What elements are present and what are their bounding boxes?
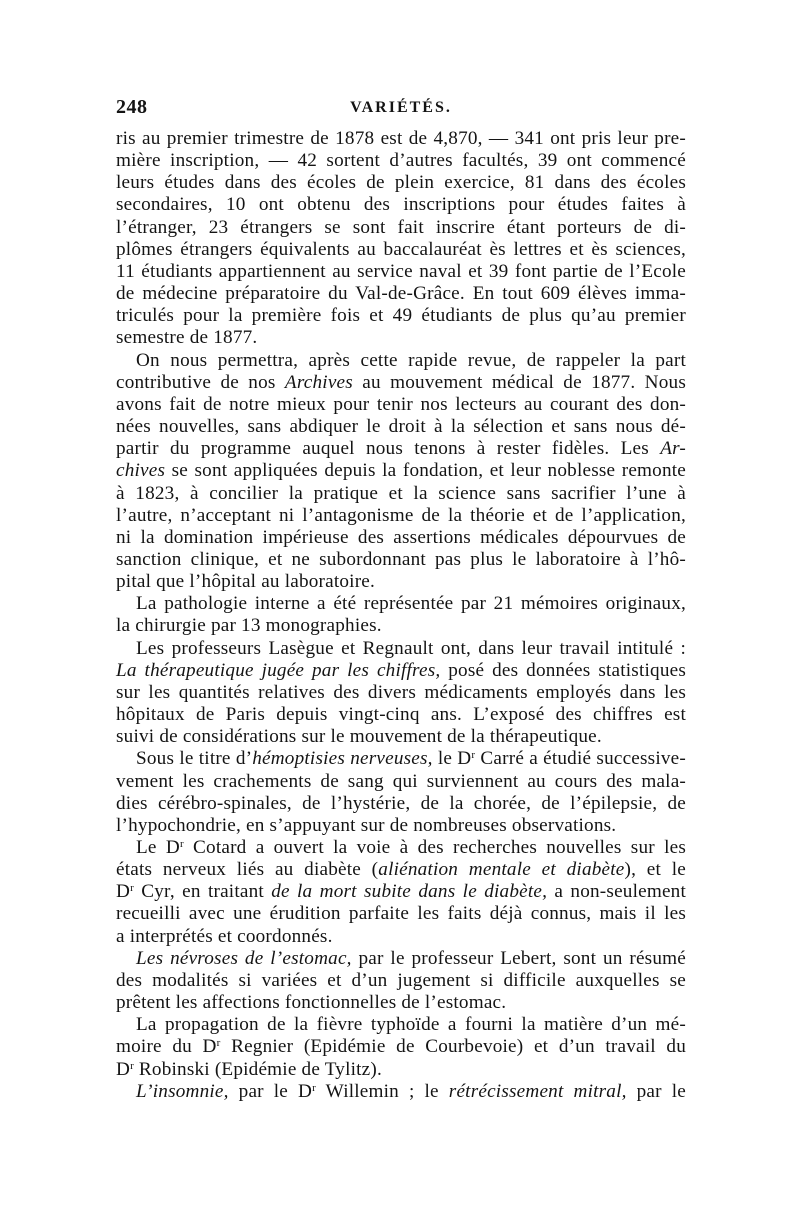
text-line: La thérapeutique jugée par les chiffres, posé des données statistiques — [116, 659, 686, 681]
text-line: recueilli avec une érudition parfaite les faits déjà connus, mais il les — [116, 903, 686, 925]
text-line: moire du $D^r$ Regnier (Epidémie de Courbevoie) et d’un travail du — [116, 1036, 686, 1058]
text-line: ni la domination impérieuse des assertions médicales dépourvues de — [116, 526, 686, 548]
text-line: vement les crachements de sang qui surviennent au cours des mala- — [116, 770, 686, 792]
text-line: sanction clinique, et ne subordonnant pas plus le laboratoire à l’hô- — [116, 548, 686, 570]
paragraph — [116, 1014, 686, 1080]
text-line: contributive de nos Archives au mouvement médical de 1877. Nous — [116, 371, 686, 393]
italic-text: aliénation mentale et diabète — [378, 859, 625, 881]
text-line: hôpitaux de Paris depuis vingt-cinq ans. L’exposé des chiffres est — [116, 704, 686, 726]
text-line: La pathologie interne a été représentée par 21 mémoires originaux, — [136, 593, 686, 615]
text-line: pital que l’hôpital au laboratoire. — [116, 571, 376, 593]
text-line: à 1823, à concilier la pratique et la science sans sacrifier l’une à — [116, 482, 686, 504]
running-title: VARIÉTÉS. — [350, 99, 452, 116]
text-line: Sous le titre d’hémoptisies nerveuses, le $D^r$ Carré a étudié successive- — [136, 748, 686, 770]
text-line: de médecine préparatoire du Val-de-Grâce. En tout 609 élèves imma- — [116, 283, 686, 305]
text-line: chives se sont appliquées depuis la fondation, et leur noblesse remonte — [116, 460, 686, 482]
paragraph — [116, 1081, 686, 1103]
text-line: suivi de considérations sur le mouvement de la thérapeutique. — [116, 726, 602, 748]
page-header — [116, 96, 686, 122]
text-line: plômes étrangers équivalents au baccalauréat ès lettres et ès sciences, — [116, 238, 686, 260]
italic-text: chives — [116, 460, 166, 482]
text-line: 11 étudiants appartiennent au service naval et 39 font partie de l’Ecole — [116, 260, 686, 282]
paragraph — [116, 837, 686, 948]
superscript: r — [216, 1037, 221, 1050]
italic-text: L’insomnie, — [136, 1080, 229, 1102]
superscript: r — [471, 749, 476, 762]
paragraph — [116, 128, 686, 350]
superscript: r — [312, 1081, 316, 1094]
italic-text: La thérapeutique jugée par les chiffres, — [116, 659, 441, 681]
italic-text: rétrécissement mitral, — [448, 1080, 627, 1102]
text-line: l’hypochondrie, en s’appuyant sur de nombreuses observations. — [116, 814, 617, 836]
superscript: r — [130, 882, 134, 895]
paragraph — [116, 350, 686, 594]
paragraph — [116, 638, 686, 749]
italic-text: hémoptisies nerveuses, — [252, 748, 433, 770]
paragraph — [116, 748, 686, 837]
text-line: états nerveux liés au diabète (aliénation mentale et diabète), et le — [116, 859, 687, 881]
text-line: prêtent les affections fonctionnelles de l’estomac. — [116, 992, 507, 1014]
body-text — [116, 128, 686, 1103]
text-line: partir du programme auquel nous tenons à rester fidèles. Les Ar- — [116, 438, 686, 460]
text-line: l’autre, n’acceptant ni l’antagonisme de la théorie et de l’application, — [116, 504, 686, 526]
text-line: $D^r$ Robinski (Epidémie de Tylitz). — [116, 1058, 382, 1080]
text-line: a interprétés et coordonnés. — [116, 925, 333, 947]
text-line: des modalités si variées et d’un jugement si difficile auxquelles se — [116, 969, 686, 991]
text-line: mière inscription, — 42 sortent d’autres facultés, 39 ont commencé — [116, 150, 686, 172]
text-line: secondaires, 10 ont obtenu des inscriptions pour études faites à — [116, 194, 686, 216]
italic-text: Ar- — [660, 438, 686, 460]
text-line: $D^r$ Cyr, en traitant de la mort subite dans le diabète, a non-seulement — [116, 881, 686, 903]
paragraph — [116, 948, 686, 1014]
text-line: La propagation de la fièvre typhoïde a fourni la matière d’un mé- — [136, 1014, 686, 1036]
italic-text: de la mort subite dans le diabète, — [271, 881, 548, 903]
text-line: la chirurgie par 13 monographies. — [116, 615, 382, 637]
text-line: semestre de 1877. — [116, 327, 258, 349]
superscript: r — [179, 838, 184, 850]
text-line: Les névroses de l’estomac, par le professeur Lebert, sont un résumé — [136, 947, 686, 969]
text-line: sur les quantités relatives des divers médicaments employés dans les — [116, 681, 686, 703]
text-line: avons fait de notre mieux pour tenir nos lecteurs au courant des don- — [116, 393, 686, 415]
page-number: 248 — [116, 96, 148, 118]
text-line: ris au premier trimestre de 1878 est de 4,870, — 341 ont pris leur pre- — [116, 128, 686, 149]
paragraph — [116, 593, 686, 637]
text-line: leurs études dans des écoles de plein exercice, 81 dans des écoles — [116, 172, 686, 194]
text-line: triculés pour la première fois et 49 étudiants de plus qu’au premier — [116, 305, 686, 327]
text-line: On nous permettra, après cette rapide revue, de rappeler la part — [136, 349, 686, 371]
text-line: L’insomnie, par le $D^r$ Willemin ; le rétrécissement mitral, par le — [136, 1080, 687, 1102]
text-line: l’étranger, 23 étrangers se sont fait inscrire étant porteurs de di- — [116, 216, 686, 238]
italic-text: Les névroses de l’estomac, — [136, 947, 352, 969]
text-line: Les professeurs Lasègue et Regnault ont, dans leur travail intitulé : — [136, 637, 686, 659]
text-line: Le $D^r$ Cotard a ouvert la voie à des recherches nouvelles sur les — [136, 837, 686, 858]
superscript: r — [130, 1059, 134, 1072]
italic-text: Archives — [284, 371, 353, 393]
text-line: nées nouvelles, sans abdiquer le droit à la sélection et sans nous dé- — [116, 416, 686, 438]
text-line: dies cérébro-spinales, de l’hystérie, de la chorée, de l’épilepsie, de — [116, 792, 686, 814]
